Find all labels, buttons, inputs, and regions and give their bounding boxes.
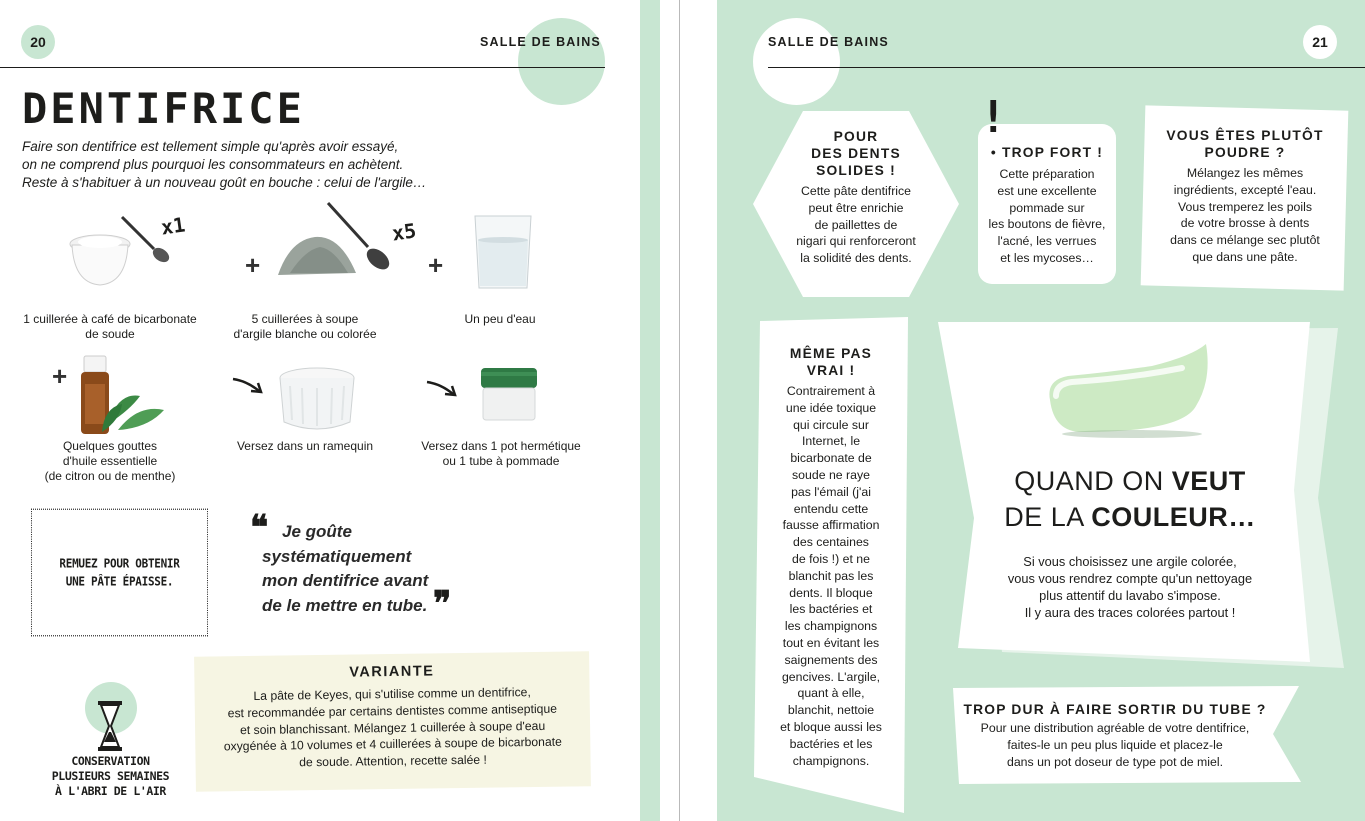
header-rule-right	[768, 67, 1365, 68]
water-glass-icon	[471, 212, 535, 292]
essential-oil-icon	[78, 354, 170, 438]
box-tube: TROP DUR À FAIRE SORTIR DU TUBE ? Pour une distribution agréable de votre dentifrice, faites-le un peu plus liquide et placez-le dans un pot doseur de type pot de miel.	[963, 702, 1267, 769]
jar-icon	[479, 366, 539, 422]
multiplier-x5: x5	[390, 218, 418, 246]
ingredient-caption-clay: 5 cuillerées à soupe d'argile blanche ou colorée	[233, 312, 377, 341]
section-label-left: SALLE DE BAINS	[480, 35, 601, 49]
header-decor-circle	[753, 18, 840, 105]
box-strong-teeth: POUR DES DENTS SOLIDES ! Cette pâte dentifrice peut être enrichie de paillettes de nigari qui renforceront la solidité des dents.	[796, 129, 916, 266]
variante-title: VARIANTE	[349, 663, 435, 681]
section-label-right: SALLE DE BAINS	[768, 35, 889, 49]
ingredient-caption-bicarbonate: 1 cuillerée à café de bicarbonate de soude	[23, 312, 197, 341]
gutter-line	[679, 0, 680, 821]
color-body: Si vous choisissez une argile colorée, vous vous rendrez compte qu'un nettoyage plus attentif du lavabo s'impose. Il y aura des traces colorées partout !	[1007, 554, 1253, 620]
conservation-note: CONSERVATION PLUSIEURS SEMAINES À L'ABRI DE L'AIR	[51, 754, 170, 798]
arrow-icon	[231, 375, 265, 397]
box-myth: MÊME PAS VRAI ! Contrairement à une idée toxique qui circule sur Internet, le bicarbonate de soude ne raye pas l'émail (j'ai entendu cette fausse affirmation des centaines de fois !) et ne blanchit pas les dents. Il bloque les bactéries et les champignons tout en évitant les saignements des gencives. L'argile, quant à elle, blanchit, nettoie et bloque aussi les bactéries et les champignons.	[780, 346, 882, 768]
author-quote: Je goûte systématiquement mon dentifrice avant de le mettre en tube.	[262, 522, 429, 615]
header-rule-left	[0, 67, 605, 68]
box-too-strong: ! • TROP FORT ! Cette préparation est une excellente pommade sur les boutons de fièvre, l'acné, les verrues et les mycoses…	[978, 124, 1116, 284]
ramekin-icon	[276, 364, 358, 436]
stir-note-box: REMUEZ POUR OBTENIR UNE PÂTE ÉPAISSE.	[31, 509, 208, 637]
clay-powder-icon	[270, 195, 400, 290]
plus-sign: +	[52, 361, 68, 391]
header-decor-circle	[518, 18, 605, 105]
step-caption-ramekin: Versez dans un ramequin	[236, 439, 374, 453]
page-title: DENTIFRICE	[22, 84, 305, 133]
plus-sign: +	[428, 250, 444, 280]
step-caption-oil: Quelques gouttes d'huile essentielle (de citron ou de menthe)	[44, 439, 176, 483]
box-powder: VOUS ÊTES PLUTÔT POUDRE ? Mélangez les mêmes ingrédients, excepté l'eau. Vous tremperez les poils de votre brosse à dents dans ce mélange sec plutôt que dans une pâte.	[1166, 128, 1324, 264]
left-page	[0, 0, 640, 821]
quote-open-mark: ❝	[250, 508, 269, 548]
gutter-strip	[640, 0, 660, 821]
variante-box	[194, 651, 591, 792]
page-number-left: 20	[21, 25, 55, 59]
intro-text: Faire son dentifrice est tellement simple qu'après avoir essayé, on ne comprend plus pourquoi les consommateurs en achètent. Reste à s'habituer à un nouveau goût en bouche : celui de l'argile…	[22, 139, 427, 190]
quote-close-mark: ❞	[433, 584, 452, 624]
exclamation-mark: !	[980, 92, 1007, 143]
arrow-icon	[425, 378, 459, 400]
hourglass-icon	[97, 700, 123, 752]
color-headline: QUAND ON VEUT DE LA COULEUR…	[1004, 466, 1256, 532]
step-caption-jar: Versez dans 1 pot hermétique ou 1 tube à pommade	[421, 439, 581, 468]
toothpaste-blob-icon	[1042, 340, 1212, 440]
ingredient-caption-water: Un peu d'eau	[464, 312, 536, 326]
variante-body: La pâte de Keyes, qui s'utilise comme un dentifrice, est recommandée par certains dentistes comme antiseptique et soin blanchissant. Mélangez 1 cuillerée à soupe d'eau oxygénée à 10 volumes et 4 cuillerées à soupe de bicarbonate de soude. Attention, recette salée !	[223, 685, 562, 770]
plus-sign: +	[245, 250, 261, 280]
multiplier-x1: x1	[159, 212, 187, 240]
gutter-margin	[660, 0, 717, 821]
page-number-right: 21	[1303, 25, 1337, 59]
